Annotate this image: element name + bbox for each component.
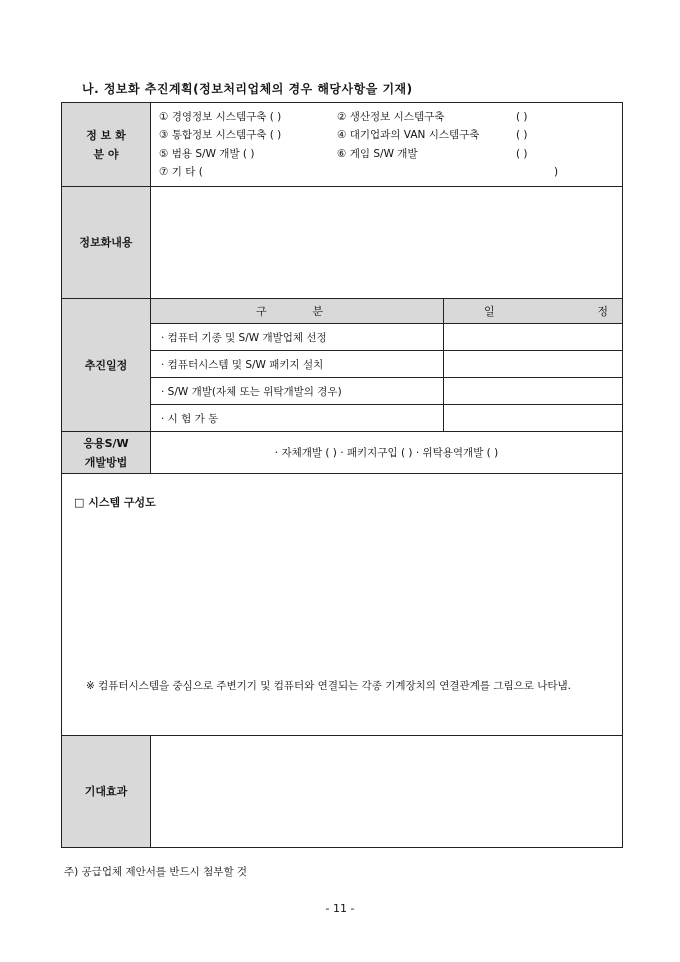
system-row (62, 474, 623, 736)
system-title: □ 시스템 구성도 (74, 496, 156, 509)
option-game-sw-paren[interactable]: ( ) (516, 147, 528, 160)
effect-input-area[interactable] (151, 736, 623, 848)
content-input-area[interactable] (151, 187, 623, 299)
schedule-col-date: 일 정 (444, 299, 623, 324)
informatization-plan-table (61, 102, 623, 848)
option-other-close: ) (554, 166, 559, 178)
schedule-col-category: 구 분 (151, 299, 444, 324)
system-diagram-area[interactable] (62, 474, 623, 736)
step-system-install-date[interactable] (444, 351, 623, 378)
section-heading: 나. 정보화 추진계획(정보처리업체의 경우 해당사항을 기재) (82, 82, 413, 96)
method-label-line1: 응용S/W (83, 436, 129, 450)
field-label-line1: 정 보 화 (86, 128, 126, 142)
step-test-run-date[interactable] (444, 405, 623, 432)
field-label-line2: 분 야 (93, 147, 119, 161)
method-label-line2: 개발방법 (84, 455, 128, 469)
option-van-system-paren[interactable]: ( ) (516, 129, 528, 141)
page-number: - 11 - (325, 902, 355, 915)
system-note: ※ 컴퓨터시스템을 중심으로 주변기기 및 컴퓨터와 연결되는 각종 기계장치의 연결관계를 그림으로 나타냄. (86, 680, 571, 692)
option-other[interactable]: ⑦ 기 타 ( (159, 166, 203, 178)
option-van-system[interactable]: ④ 대기업과의 VAN 시스템구축 (337, 129, 480, 141)
schedule-header-row (62, 299, 623, 324)
step-vendor-selection-date[interactable] (444, 324, 623, 351)
field-row (62, 103, 623, 187)
effect-row (62, 736, 623, 848)
step-vendor-selection: · 컴퓨터 기종 및 S/W 개발업체 선정 (151, 324, 444, 351)
content-row (62, 187, 623, 299)
field-label (62, 103, 151, 187)
option-game-sw[interactable]: ⑥ 게임 S/W 개발 (337, 147, 418, 160)
option-general-sw[interactable]: ⑤ 범용 S/W 개발 ( ) (159, 147, 255, 160)
option-integrated-info[interactable]: ③ 통합정보 시스템구축 ( ) (159, 129, 282, 141)
step-system-install: · 컴퓨터시스템 및 S/W 패키지 설치 (151, 351, 444, 378)
option-production-info[interactable]: ② 생산정보 시스템구축 (337, 110, 445, 123)
method-label (62, 432, 151, 474)
option-management-info[interactable]: ① 경영정보 시스템구축 ( ) (159, 110, 282, 123)
method-options[interactable]: · 자체개발 ( ) · 패키지구입 ( ) · 위탁용역개발 ( ) (151, 432, 623, 474)
step-test-run: · 시 험 가 동 (151, 405, 444, 432)
step-sw-development-date[interactable] (444, 378, 623, 405)
content-label: 정보화내용 (62, 187, 151, 299)
effect-label: 기대효과 (62, 736, 151, 848)
option-production-info-paren[interactable]: ( ) (516, 110, 528, 123)
method-row (62, 432, 623, 474)
step-sw-development: · S/W 개발(자체 또는 위탁개발의 경우) (151, 378, 444, 405)
schedule-label: 추진일정 (62, 299, 151, 432)
footnote: 주) 공급업체 제안서를 반드시 첨부할 것 (64, 866, 248, 878)
field-options (151, 103, 623, 187)
